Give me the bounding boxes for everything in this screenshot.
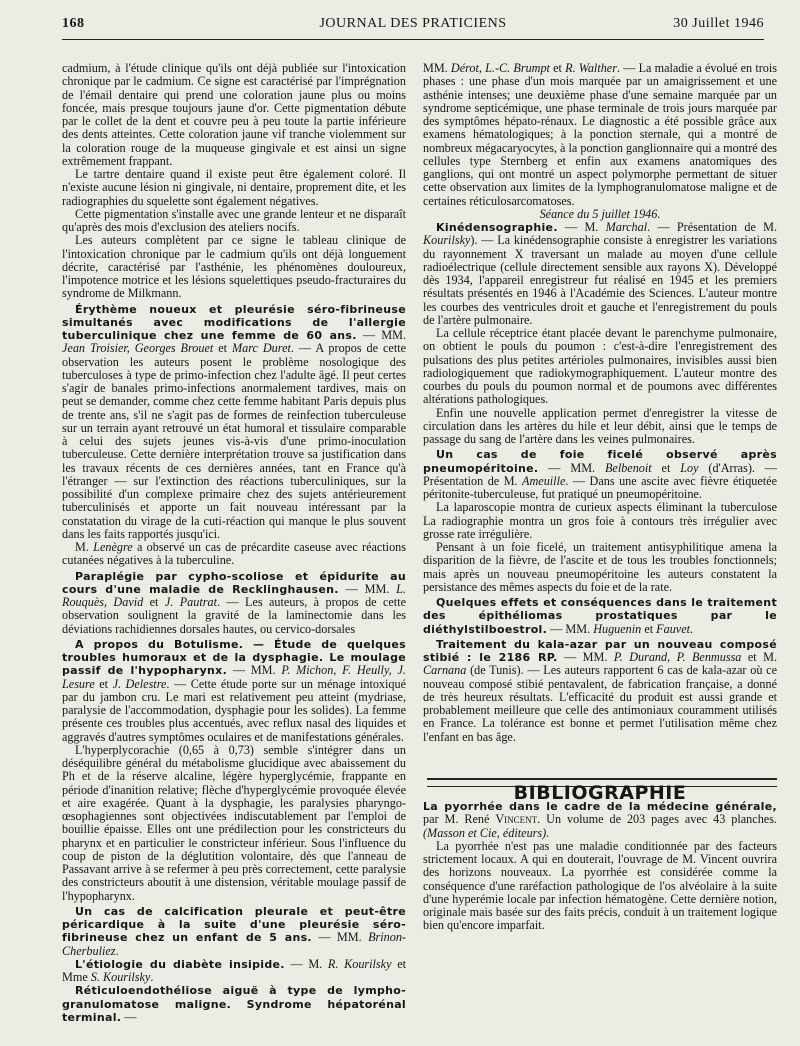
- author-names: J. Delestre: [112, 676, 167, 691]
- publisher: (Masson et Cie, éditeurs).: [423, 825, 550, 840]
- communication-entry: Quelques effets et conséquences dans le traitement des épithéliomas prostatiques par le diéthylstilboestrol. — MM. Huguenin et Fauvet.: [423, 596, 777, 636]
- author-names: Dérot, L.-C. Brumpt: [450, 61, 550, 75]
- paragraph: Enfin une nouvelle application permet d'enregistrer la vitesse de circulation dans les artères du hile et leur débit, ainsi que le temps de passage du sang de l'artère dans les veines pulmonaires.: [423, 405, 777, 446]
- page-number: 168: [62, 16, 85, 31]
- paragraph: La laparoscopie montra de curieux aspects éliminant la tuberculose La radiographie montra un gros foie à contours très irrégulier avec grosse rate irrégulière.: [423, 500, 777, 541]
- journal-title: JOURNAL DES PRATICIENS: [319, 16, 507, 31]
- communication-title: Kinédensographie.: [436, 221, 558, 234]
- paragraph: La pyorrhée n'est pas une maladie conditionnée par des facteurs strictement locaux. A qui en douterait, l'ouvrage de M. Vincent ouvrira des horizons nouveaux. La pyorrhée est considérée comme la conséquence d'une raréfaction pathologique de l'os alvéolaire à la suite d'une hyperémie locale par infection hématogène. Cette dernière notion, originale mais basée sur des faits précis, conduit à un traitement logique bien qu'encore imparfait.: [423, 838, 777, 933]
- author-names: Brinon-Cherbuliez: [62, 930, 406, 958]
- communication-title: Un cas de foie ficelé observé après pneumopéritoine.: [423, 448, 777, 475]
- communication-entry: Un cas de calcification pleurale et peut-être péricardique à la suite d'une pleurésie séro-fibrineuse chez un enfant de 5 ans. — MM. Brinon-Cherbuliez.: [62, 904, 406, 958]
- bibliography-heading: BIBLIOGRAPHIE: [513, 781, 687, 804]
- left-column: [62, 62, 406, 1024]
- paragraph: L'hyperplycorachie (0,65 à 0,73) semble s'intégrer dans un déséquilibre général du métabolisme glucidique avec abaissement du Ph et de la réserve alcaline, légère hyperglycémie, frappante en période d'inanition relative; flèche d'hyperglycémie provoquée élevée et aire exagérée. Quant à la dysphagie, les paralysies pharyngo-œsophagiennes sont objectivées indiscutablement par l'emploi de bouillie épaisse. Elles ont une prédilection pour les constricteurs du pharynx et en particulier le constricteur inférieur. Sous l'influence du coup de piston de la déglutition volontaire, dès que l'anneau de Passavant arrive à se refermer à peu près correctement, cette paralysie des constricteurs aboutit à une distension, véritable moulage passif de l'hypopharynx.: [62, 742, 406, 903]
- communication-entry: Réticuloendothéliose aiguë à type de lympho-granulomatose maligne. Syndrome hépatorénal terminal. —: [62, 984, 406, 1024]
- page-header: [62, 17, 764, 40]
- author-names: J. Pautrat: [164, 595, 217, 609]
- author-names: Loy: [680, 460, 699, 475]
- communication-title: Traitement du kala-azar par un nouveau composé stibié : le 2186 RP.: [423, 637, 777, 664]
- author-names: R. Kourilsky: [327, 956, 392, 971]
- author-names: Vincent: [495, 812, 538, 827]
- paragraph: Le tartre dentaire quand il existe peut être également coloré. Il n'existe aucune lésion ni gingivale, ni dentaire, proprement dite, et les radiographies du squelette sont également négatives.: [62, 167, 406, 208]
- communication-entry: Paraplégie par cypho-scoliose et épidurite au cours d'une maladie de Recklinghausen. — MM. L. Rouquès, David et J. Pautrat. — Les auteurs, à propos de cette observation soulignent la gravité de la laminectomie dans les déviations rachidiennes dorsales hautes, ou cervico-dorsales: [62, 569, 406, 636]
- session-heading: Séance du 5 juillet 1946.: [539, 206, 661, 221]
- paragraph: cadmium, à l'étude clinique qu'ils ont déjà publiée sur l'intoxication chronique par le cadmium. Ce signe est caractérisé par l'imprégnation de l'émail dentaire qui prend une coloration jaune plus ou moins foncée, mais presque toujours jaune d'or. Cette pigmentation débute par le collet de la dent et couvre peu à peu toute la partie inférieure des dents atteintes. Cette coloration jaune vif tranche violemment sur la coloration rouge de la muqueuse gingivale et est ainsi un signe extrêmement frappant.: [62, 61, 406, 168]
- author-names: P. Michon, F. Heully, J. Lesure: [62, 663, 406, 691]
- communication-entry: Érythème noueux et pleurésie séro-fibrineuse simultanés avec modifications de l'allergie tuberculinique chez une femme de 60 ans. — MM. Jean Troisier, Georges Brouet et Marc Duret. — A propos de cette observation les auteurs posent le problème nosologique des tuberculoses à type de primo-infection chez l'adulte âgé. Il peut certes s'agir de banales primo-infections anormalement tardives, mais on peut se demander, comme chez cette femme habitant Paris depuis plus de trente ans, s'il ne s'agit pas de formes de reinfection tuberculeuse sur un terrain ayant retrouvé un état humoral et tissulaire comparable à celui des sujets jeunes vis-à-vis d'une primo-inoculation tuberculeuse. Cette dernière interprétation trouve sa justification dans les travaux récents de ces dernières années, tant en France qu'à l'étranger — sur l'extinction des réactions tuberculiniques, sur la possibilité d'un complexe primaire chez des sujets antérieurement tuberculinisés et apporte un fait nouveau intéressant par la constatation du virage de la cuti-réaction qui manque le plus souvent dans les faits rapportés jusqu'ici.: [62, 302, 407, 541]
- paragraph: La cellule réceptrice étant placée devant le parenchyme pulmonaire, on obtient le pouls du poumon : c'est-à-dire l'enregistrement des pulsations des plus petites artérioles pulmonaires, invisibles aussi bien radiologiquement que radiokymographiquement. L'auteur montre des courbes du pouls du poumon normal et de poumons avec différentes altérations pathologiques.: [423, 326, 777, 407]
- paragraph: M. Lenègre a observé un cas de précardite caseuse avec réactions cutanées négatives à la tuberculine.: [62, 540, 406, 568]
- communication-entry: Un cas de foie ficelé observé après pneumopéritoine. — MM. Belbenoit et Loy (d'Arras). — Présentation de M. Ameuille. — Dans une ascite avec fièvre étiquetée péritonite-tuberculeuse, fut pratiqué un pneumopéritoine.: [423, 448, 777, 501]
- right-column: [423, 62, 777, 933]
- author-names: Lenègre: [93, 540, 133, 554]
- communication-title: L'étiologie du diabète insipide.: [75, 957, 285, 971]
- communication-title: A propos du Botulisme. — Étude de quelques troubles humoraux et de la dysphagie. Le moulage passif de l'hypopharynx.: [62, 637, 406, 678]
- communication-title: Érythème noueux et pleurésie séro-fibrineuse simultanés avec modifications de l'allergie tuberculinique chez une femme de 60 ans.: [62, 302, 406, 342]
- author-names: P. Durand, P. Benmussa: [613, 650, 742, 664]
- communication-entry: L'étiologie du diabète insipide. — M. R. Kourilsky et Mme S. Kourilsky.: [62, 956, 406, 984]
- communication-title: Quelques effets et conséquences dans le traitement des épithéliomas prostatiques par le diéthylstilboestrol.: [423, 596, 777, 636]
- paragraph: Pensant à un foie ficelé, un traitement antisyphilitique amena la disparition de la fièvre, de l'ascite et de tous les troubles fonctionnels; mais après un nouveau pneumopéritoine les auteurs constatent la persistance des mêmes aspects du foie et de la rate.: [423, 540, 777, 594]
- communication-title: Réticuloendothéliose aiguë à type de lympho-granulomatose maligne. Syndrome hépatorénal terminal.: [62, 984, 406, 1024]
- communication-entry: A propos du Botulisme. — Étude de quelques troubles humoraux et de la dysphagie. Le moulage passif de l'hypopharynx. — MM. P. Michon, F. Heully, J. Lesure et J. Delestre. — Cette étude porte sur un ménage intoxiqué par du jambon cru. Le mari est relativement peu atteint (mydriase, paralysie de l'accommodation, dysphagie pour les solides). La femme présente ces troubles plus accentués, avec reflux nasal des liquides et aggravés d'autres symptômes oculaires et de manifestations générales.: [62, 637, 407, 744]
- author-names: Ameuille: [522, 473, 566, 488]
- author-names: Marc Duret: [231, 341, 291, 356]
- paragraph: Les auteurs complètent par ce signe le tableau clinique de l'intoxication chronique par le cadmium qu'ils ont déjà longuement décrite, caractérisé par l'asthénie, les phénomènes douloureux, l'impotence motrice et les lésions squelettiques pseudo-fracturaires du syndrome de Milkmann.: [62, 233, 406, 301]
- author-names: Kourilsky: [423, 233, 471, 248]
- communication-title: Un cas de calcification pleurale et peut-être péricardique à la suite d'une pleurésie séro-fibrineuse chez un enfant de 5 ans.: [62, 904, 406, 945]
- author-names: Marchal: [605, 220, 648, 234]
- communication-title: Paraplégie par cypho-scoliose et épidurite au cours d'une maladie de Recklinghausen.: [62, 569, 406, 596]
- author-names: Carnana: [423, 663, 467, 678]
- book-title: La pyorrhée dans le cadre de la médecine générale,: [423, 800, 777, 813]
- author-names: Fauvet: [656, 621, 690, 636]
- paragraph: Cette pigmentation s'installe avec une grande lenteur et ne disparaît qu'après des mois d'exclusion des ateliers nocifs.: [62, 206, 406, 234]
- book-review-entry: La pyorrhée dans le cadre de la médecine générale, par M. René Vincent. Un volume de 203 pages avec 43 planches. (Masson et Cie, éditeurs).: [423, 800, 777, 840]
- author-names: S. Kourilsky: [90, 970, 151, 984]
- communication-entry: Kinédensographie. — M. Marchal. — Présentation de M. Kourilsky). — La kinédensographie consiste à enregistrer les variations du rayonnement X traversant un malade au moyen d'une cellule radioélectrique (cellule directement sensible aux rayons X). Développé dès 1934, l'appareil enregistreur fut réalisé en 1945 et les premiers résultats présentés en 1946 à l'Académie des Sciences. L'auteur montre les courbes des ventricules droit et gauche et l'enregistrement du pouls de l'artère pulmonaire.: [423, 220, 777, 327]
- issue-date: 30 Juillet 1946: [673, 16, 764, 31]
- author-names: Belbenoit: [604, 460, 652, 475]
- author-names: Jean Troisier, Georges Brouet: [62, 341, 214, 356]
- paragraph: MM. Dérot, L.-C. Brumpt et R. Walther. — La maladie a évolué en trois phases : une phase d'un mois marquée par un amaigrissement et une asthénie intenses; une deuxième phase d'une semaine marquée par un syndrome septicémique, une phase terminale de trois jours marquée par des symptômes hépato-rénaux. Le diagnostic a été possible grâce aux examens hématologiques; à la ponction sternale, qui a montré de nombreux mégacaryocytes, à la ponction ganglionnaire qui a montré des cellules type Sternberg et enfin aux examens anatomiques des ganglions, qui ont montré un aspect polymorphe permettant de situer cette observation aux limites de la lymphogranulomatose maligne et de certaines réticulosarcomatoses.: [423, 61, 777, 208]
- communication-entry: Traitement du kala-azar par un nouveau composé stibié : le 2186 RP. — MM. P. Durand, P. Benmussa et M. Carnana (de Tunis). — Les auteurs rapportent 6 cas de kala-azar où ce nouveau composé stibié pentavalent, de fabrication française, a donné de très heureux résultats. L'efficacité du produit est aussi grande et probablement meilleure que celle des antimoniaux couramment utilisés en France. La tolérance est bonne et permet l'utilisation même chez l'enfant en bas âge.: [423, 637, 777, 744]
- author-names: L. Rouquès, David: [62, 581, 406, 609]
- author-names: Huguenin: [593, 621, 642, 636]
- author-names: R. Walther: [565, 61, 617, 75]
